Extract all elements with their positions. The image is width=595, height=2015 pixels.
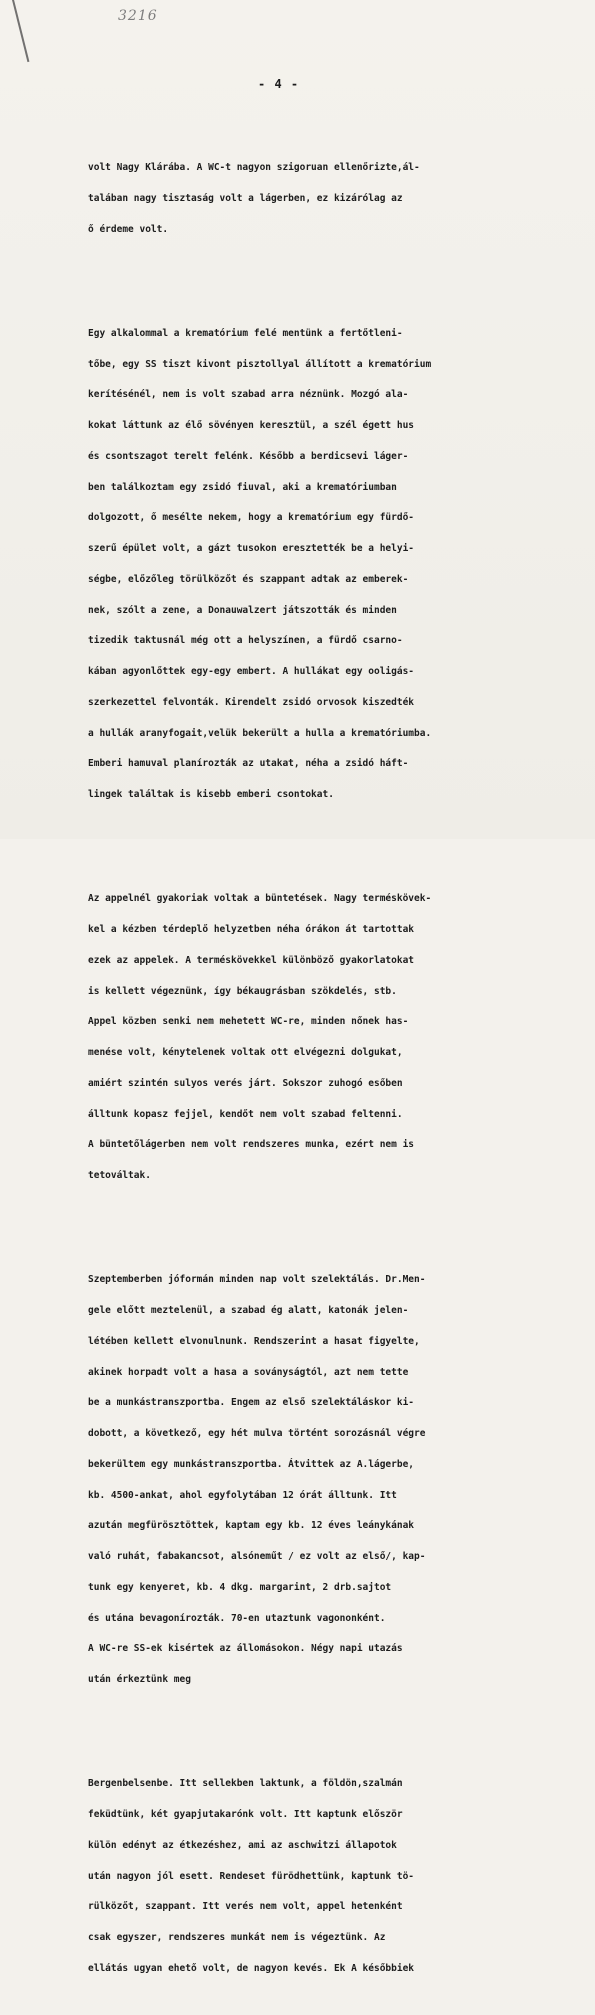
text-line: A büntetőlágerben nem volt rendszeres munka, ezért nem is <box>88 1139 415 1151</box>
text-line: nek, szólt a zene, a Donauwalzert játszották és minden <box>88 604 397 616</box>
text-line: ellátás ugyan ehető volt, de nagyon kevés. Ek A későbbiek <box>88 1962 415 1974</box>
text-line: bekerültem egy munkástranszportba. Átvittek az A.lágerbe, <box>88 1458 415 1470</box>
text-line: Az appelnél gyakoriak voltak a büntetések. Nagy terméskövek- <box>88 893 432 905</box>
text-line: való ruhát, fabakancsot, alsóneműt / ez volt az első/, kap- <box>88 1551 426 1562</box>
text-line: szerű épület volt, a gázt tusokon eresztették be a helyi- <box>88 543 415 554</box>
text-line: Bergenbelsenbe. Itt sellekben laktunk, a földön,szalmán <box>88 1778 403 1790</box>
text-line: menése volt, kénytelenek voltak ott elvégezni dolgukat, <box>88 1047 403 1058</box>
text-line: és csontszagot terelt felénk. Később a berdicsevi láger- <box>88 450 409 462</box>
text-line: amiért szintén sulyos verés járt. Sokszor zuhogó esőben <box>88 1077 403 1089</box>
text-line: azután megfürösztöttek, kaptam egy kb. 12 éves leánykának <box>88 1520 415 1532</box>
text-line: álltunk kopasz fejjel, kendőt nem volt szabad feltenni. <box>88 1108 403 1120</box>
paragraph-5 <box>88 1759 528 1995</box>
text-line: kb. 4500-ankat, ahol egyfolytában 12 órát álltunk. Itt <box>88 1489 397 1501</box>
text-line: tőbe, egy SS tiszt kivont pisztollyal állított a krematórium <box>88 358 432 370</box>
text-line: rülközőt, szappant. Itt verés nem volt, appel hetenként <box>88 1901 403 1913</box>
text-line: A WC-re SS-ek kisértek az állomásokon. Négy napi utazás <box>88 1643 403 1655</box>
text-line: után érkeztünk meg <box>88 1674 191 1685</box>
paragraph-2 <box>88 308 528 821</box>
paragraph-1 <box>88 143 528 256</box>
text-line: tunk egy kenyeret, kb. 4 dkg. margarint, 2 drb.sajtot <box>88 1581 392 1593</box>
text-line: is kellett végeznünk, így békaugrásban szökdelés, stb. <box>88 985 397 997</box>
page-number: - 4 - <box>258 77 300 91</box>
text-line: akinek horpadt volt a hasa a soványságtól, azt nem tette <box>88 1366 409 1378</box>
text-line: kokat láttunk az élő sövényen keresztül, a szél égett hus <box>88 420 415 431</box>
text-line: Szeptemberben jóformán minden nap volt szelektálás. Dr.Men- <box>88 1274 426 1286</box>
text-line: gele előtt meztelenül, a szabad ég alatt, katonák jelen- <box>88 1305 409 1316</box>
text-line: külön edényt az étkezéshez, ami az aschwitzi állapotok <box>88 1839 397 1851</box>
body-text <box>88 122 528 2015</box>
text-line: szerkezettel felvonták. Kirendelt zsidó orvosok kiszedték <box>88 696 415 708</box>
text-line: feküdtünk, két gyapjutakarónk volt. Itt kaptunk először <box>88 1809 403 1820</box>
margin-pen-mark <box>12 0 29 62</box>
text-line: lingek találtak is kisebb emberi csontokat. <box>88 789 334 800</box>
text-line: a hullák aranyfogait,velük bekerült a hulla a krematóriumba. <box>88 727 432 739</box>
paragraph-3 <box>88 874 528 1202</box>
text-line: kel a kézben térdeplő helyzetben néha órákon át tartottak <box>88 924 415 935</box>
text-line: és utána bevagonírozták. 70-en utaztunk vagononként. <box>88 1612 386 1624</box>
text-line: kerítésénél, nem is volt szabad arra néznünk. Mozgó ala- <box>88 389 409 401</box>
text-line: tetováltak. <box>88 1170 151 1181</box>
archive-number-mark: 3216 <box>118 8 158 24</box>
text-line: ő érdeme volt. <box>88 223 169 235</box>
paragraph-4 <box>88 1255 528 1706</box>
text-line: Egy alkalommal a krematórium felé mentünk a fertőtleni- <box>88 327 403 339</box>
text-line: talában nagy tisztaság volt a lágerben, ez kizárólag az <box>88 192 403 204</box>
text-line: dobott, a következő, egy hét mulva történt sorozásnál végre <box>88 1428 426 1439</box>
text-line: dolgozott, ő mesélte nekem, hogy a krematórium egy fürdő- <box>88 512 415 524</box>
text-line: Appel közben senki nem mehetett WC-re, minden nőnek has- <box>88 1016 409 1028</box>
text-line: volt Nagy Klárába. A WC-t nagyon szigoruan ellenőrizte,ál- <box>88 162 420 173</box>
text-line: tizedik taktusnál még ott a helyszínen, a fürdő csarno- <box>88 635 403 647</box>
text-line: létében kellett elvonulnunk. Rendszerint a hasat figyelte, <box>88 1335 420 1347</box>
text-line: után nagyon jól esett. Rendeset fürödhettünk, kaptunk tö- <box>88 1870 415 1882</box>
text-line: Emberi hamuval planírozták az utakat, néha a zsidó háft- <box>88 758 409 770</box>
text-line: ben találkoztam egy zsidó fiuval, aki a krematóriumban <box>88 481 397 493</box>
text-line: csak egyszer, rendszeres munkát nem is végeztünk. Az <box>88 1932 386 1943</box>
text-line: kában agyonlőttek egy-egy embert. A hullákat egy ooligás- <box>88 666 415 677</box>
text-line: ségbe, előzőleg törülközőt és szappant adtak az emberek- <box>88 573 409 585</box>
text-line: be a munkástranszportba. Engem az első szelektáláskor ki- <box>88 1397 415 1409</box>
text-line: ezek az appelek. A terméskövekkel különböző gyakorlatokat <box>88 954 415 966</box>
